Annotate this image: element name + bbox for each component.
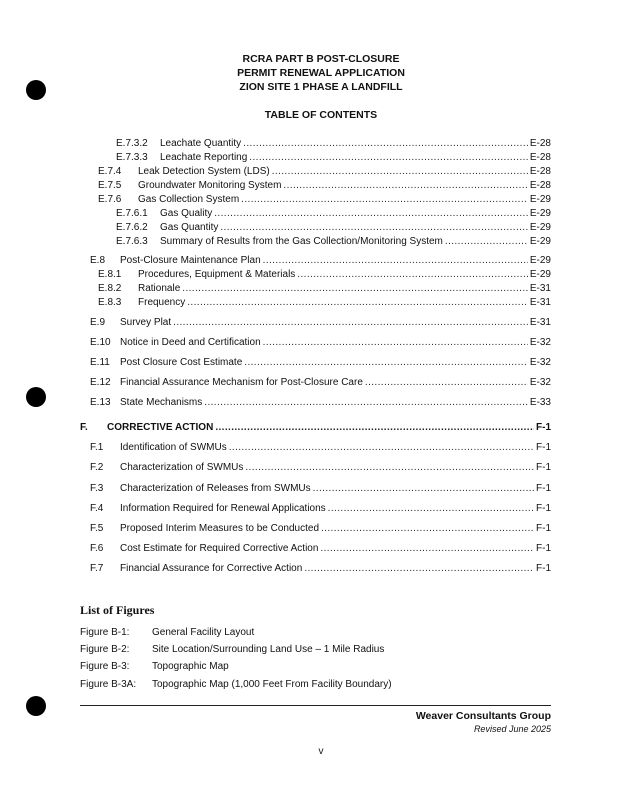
toc-entry: F.3 Characterization of Releases from SWMUs ..... F-1 xyxy=(90,483,551,495)
toc-section-f: F. CORRECTIVE ACTION ..... F-1 xyxy=(80,422,551,434)
figure-entry: Figure B-2: Site Location/Surrounding Land Use – 1 Mile Radius xyxy=(80,644,385,655)
toc-entry: F.5 Proposed Interim Measures to be Conducted ..... F-1 xyxy=(90,523,551,535)
figure-entry: Figure B-3A: Topographic Map (1,000 Feet From Facility Boundary) xyxy=(80,679,392,690)
figure-entry: Figure B-1: General Facility Layout xyxy=(80,627,255,638)
binder-hole-bottom xyxy=(26,696,46,716)
toc-entry: E.8.3 Frequency ..... E-31 xyxy=(98,297,551,309)
toc-entry: E.8.1 Procedures, Equipment & Materials ..... E-29 xyxy=(98,269,551,281)
toc-entry: E.7.6.3 Summary of Results from the Gas Collection/Monitoring System ..... E-29 xyxy=(116,236,551,248)
figure-entry: Figure B-3: Topographic Map xyxy=(80,661,229,672)
toc-entry: E.7.6.1 Gas Quality ..... E-29 xyxy=(116,208,551,220)
binder-hole-middle xyxy=(26,387,46,407)
toc-entry: E.8.2 Rationale ..... E-31 xyxy=(98,283,551,295)
toc-entry: F.7 Financial Assurance for Corrective Action ..... F-1 xyxy=(90,563,551,575)
toc-entry: E.7.5 Groundwater Monitoring System ..... E-28 xyxy=(98,180,551,192)
toc-entry: E.7.6 Gas Collection System ..... E-29 xyxy=(98,194,551,206)
toc-entry: E.7.4 Leak Detection System (LDS) ..... E-28 xyxy=(98,166,551,178)
toc-entry: E.13 State Mechanisms ..... E-33 xyxy=(90,397,551,409)
toc-entry: F.4 Information Required for Renewal Applications ..... F-1 xyxy=(90,503,551,515)
toc-title: TABLE OF CONTENTS xyxy=(264,109,378,121)
toc-entry: E.8 Post-Closure Maintenance Plan ..... E-29 xyxy=(90,255,551,267)
toc-entry: E.9 Survey Plat ..... E-31 xyxy=(90,317,551,329)
toc-entry: E.12 Financial Assurance Mechanism for Post-Closure Care ..... E-32 xyxy=(90,377,551,389)
toc-entry: F.2 Characterization of SWMUs ..... F-1 xyxy=(90,462,551,474)
footer-company: Weaver Consultants Group xyxy=(415,710,551,722)
list-of-figures-title: List of Figures xyxy=(80,603,155,617)
toc-entry: F.1 Identification of SWMUs ..... F-1 xyxy=(90,442,551,454)
footer-rule xyxy=(80,705,551,706)
doc-title-line3: ZION SITE 1 PHASE A LANDFILL xyxy=(239,81,403,93)
toc-entry: F.6 Cost Estimate for Required Corrective Action ..... F-1 xyxy=(90,543,551,555)
toc-entry: E.11 Post Closure Cost Estimate ..... E-32 xyxy=(90,357,551,369)
toc-entry: E.7.6.2 Gas Quantity ..... E-29 xyxy=(116,222,551,234)
toc-entry: E.10 Notice in Deed and Certification ..... E-32 xyxy=(90,337,551,349)
doc-title-line1: RCRA PART B POST-CLOSURE xyxy=(242,53,400,65)
toc-entry: E.7.3.3 Leachate Reporting ..... E-28 xyxy=(116,152,551,164)
page-number: v xyxy=(318,746,324,757)
doc-title-line2: PERMIT RENEWAL APPLICATION xyxy=(237,67,405,79)
footer-revised-date: Revised June 2025 xyxy=(473,724,551,734)
toc-entry: E.7.3.2 Leachate Quantity ..... E-28 xyxy=(116,138,551,150)
